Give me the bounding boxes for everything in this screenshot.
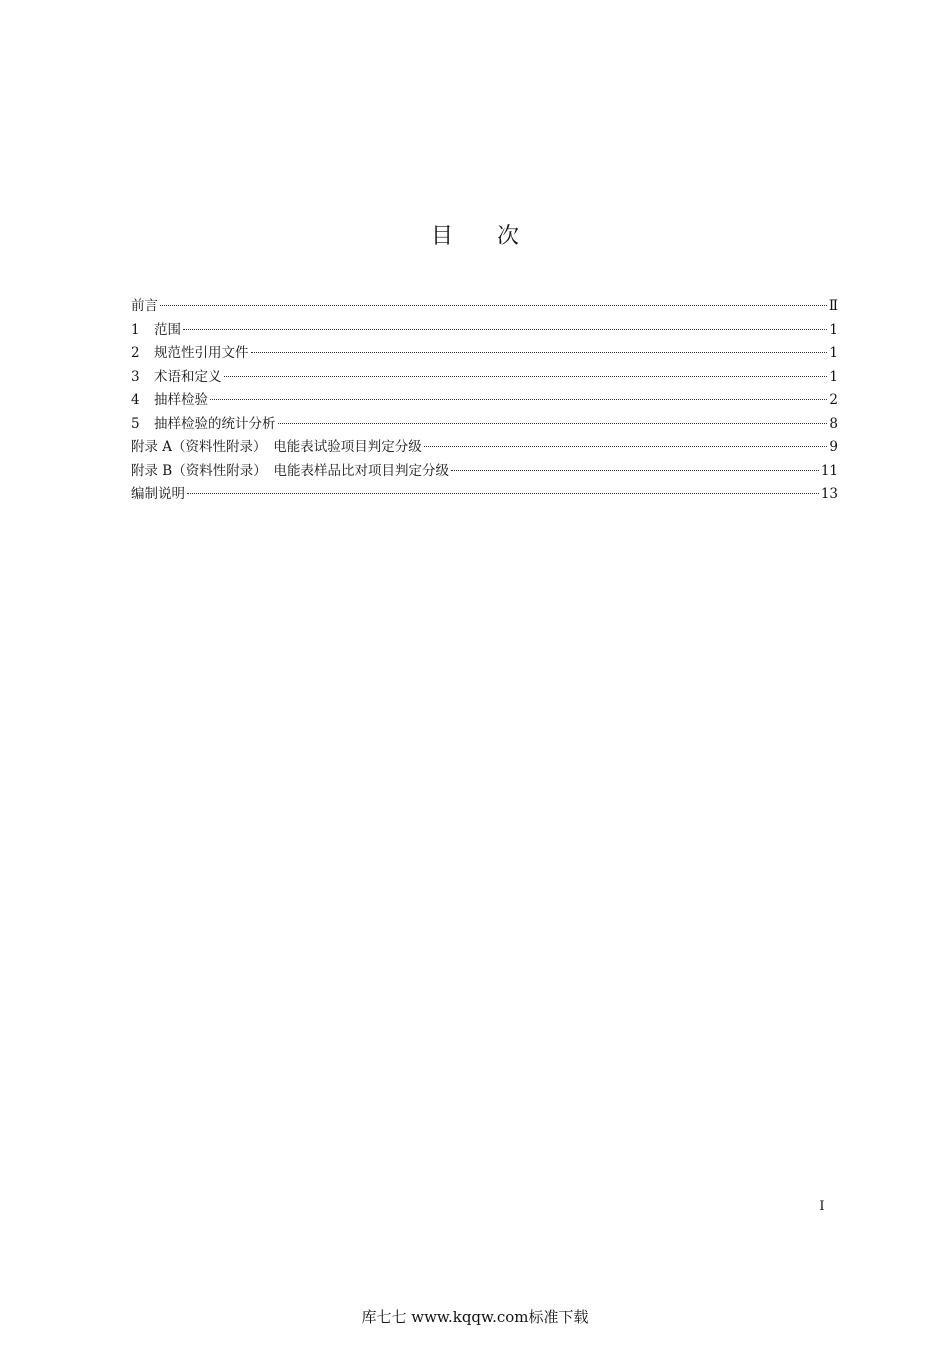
page-number: I (819, 1199, 825, 1214)
toc-entry-label: 抽样检验的统计分析 (154, 415, 276, 432)
toc-entry-normative-references[interactable] (131, 342, 838, 366)
table-of-contents (131, 295, 838, 507)
page-title: 目 次 (430, 224, 519, 249)
toc-entry-page: Ⅱ (828, 298, 838, 314)
footer-watermark-text: 库七七 www.kqqw.com标准下载 (361, 1308, 589, 1326)
toc-entry-number: 5 (131, 415, 140, 432)
toc-entry-terms-definitions[interactable] (131, 366, 838, 390)
toc-entry-foreword[interactable] (131, 295, 838, 319)
toc-leader-dots (160, 304, 827, 306)
toc-leader-dots (183, 328, 827, 330)
toc-leader-dots (251, 351, 828, 353)
toc-entry-page: 9 (829, 439, 838, 455)
toc-entry-page: 13 (820, 486, 838, 502)
toc-entry-label: 术语和定义 (154, 368, 222, 385)
toc-entry-page: 1 (829, 345, 838, 361)
toc-entry-sampling-inspection[interactable] (131, 389, 838, 413)
toc-entry-label: 范围 (154, 321, 181, 338)
toc-leader-dots (278, 422, 828, 424)
toc-entry-number: 1 (131, 321, 140, 338)
toc-entry-statistical-analysis[interactable] (131, 413, 838, 437)
toc-entry-compilation-notes[interactable] (131, 483, 838, 507)
toc-entry-label: 抽样检验 (154, 392, 208, 408)
toc-entry-number: 2 (131, 345, 140, 361)
toc-entry-number: 3 (131, 368, 140, 385)
toc-entry-page: 11 (820, 462, 838, 479)
toc-entry-scope[interactable] (131, 319, 838, 343)
toc-entry-label: 前言 (131, 298, 158, 314)
toc-entry-page: 1 (829, 368, 838, 385)
toc-entry-page: 1 (829, 321, 838, 338)
toc-entry-page: 8 (829, 415, 838, 432)
toc-leader-dots (210, 398, 827, 400)
toc-leader-dots (187, 492, 819, 494)
toc-entry-label: 附录 B（资料性附录） 电能表样品比对项目判定分级 (131, 462, 449, 479)
toc-entry-appendix-a[interactable] (131, 436, 838, 460)
toc-entry-number: 4 (131, 392, 140, 408)
toc-entry-label: 规范性引用文件 (154, 345, 249, 361)
toc-entry-label: 编制说明 (131, 486, 185, 502)
toc-leader-dots (451, 469, 819, 471)
toc-leader-dots (224, 375, 828, 377)
toc-leader-dots (424, 445, 828, 447)
toc-entry-appendix-b[interactable] (131, 460, 838, 484)
toc-entry-page: 2 (829, 392, 838, 408)
toc-entry-label: 附录 A（资料性附录） 电能表试验项目判定分级 (131, 439, 422, 455)
